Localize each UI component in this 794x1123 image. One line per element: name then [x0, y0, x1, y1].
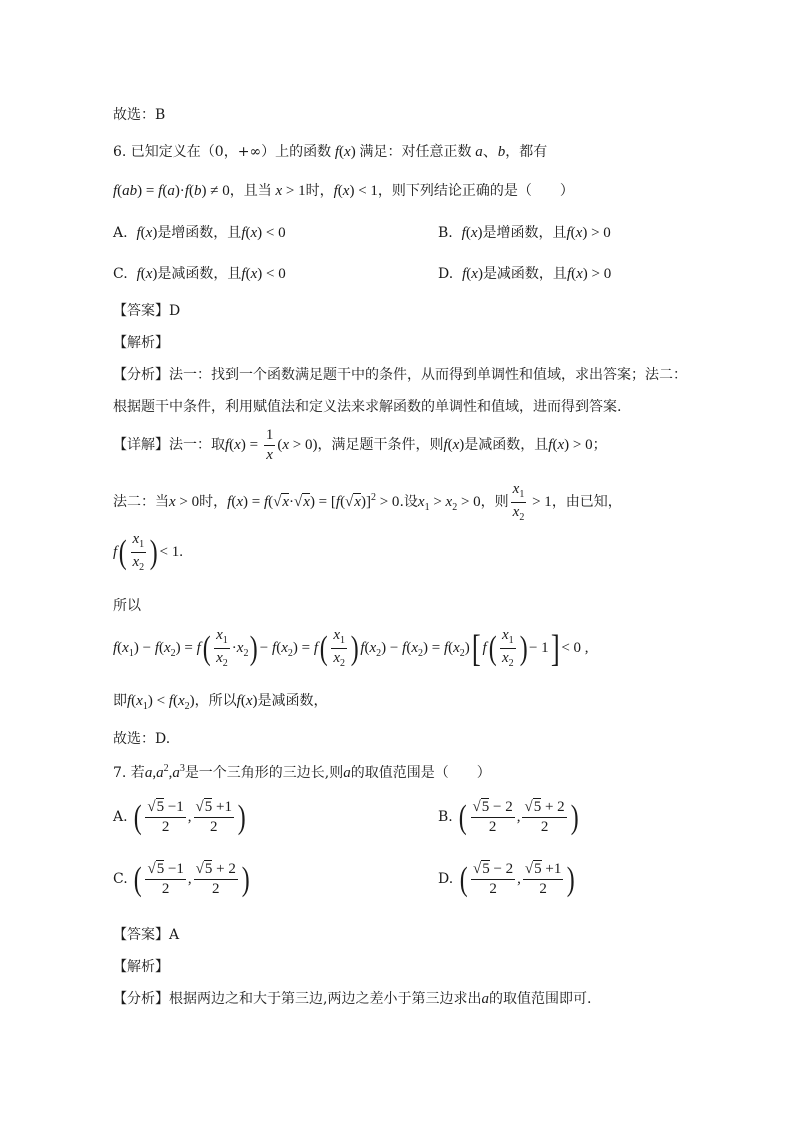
math-expression: $a,a^2,a^3$ [144, 763, 185, 781]
option-text: 是减函数，且 [482, 266, 567, 282]
math-expression: $x_1 > x_2 > 0$ [417, 493, 481, 513]
math-expression: ( $\frac{√5 - 2}{2}$ , $\frac{√5 + 2}{2}$ ) [458, 798, 579, 836]
q6-option-b [438, 222, 611, 242]
q6-stem-part: 满足：对任意正数 [359, 144, 472, 160]
detail-text: 是减函数，且 [464, 436, 549, 453]
q6-stem-line2 [113, 180, 574, 200]
option-label: A. [113, 808, 128, 825]
detail-text: 时， [199, 493, 228, 510]
fenxi-text: 的取值范围即可. [488, 991, 592, 1007]
math-expression: x > 1 [275, 183, 306, 199]
option-label: B. [438, 808, 453, 825]
option-text: 是增函数，且 [157, 225, 242, 241]
detail-text: ，则 [480, 493, 509, 510]
q7-stem-part: 是一个三角形的三边长,则 [184, 765, 344, 781]
math-expression: f(x) < 0 [241, 225, 286, 241]
detail-text: 是减函数， [257, 693, 328, 709]
math-expression: a [481, 991, 489, 1007]
detail-text: ，满足题干条件，则 [317, 436, 444, 453]
q6-stem-line1 [113, 140, 547, 161]
answer-value: A [169, 927, 180, 943]
q7-answer [113, 924, 179, 944]
fenxi-text: 法一：找到一个函数满足题干中的条件，从而得到单调性和值域，求出答案；法二： [169, 367, 687, 383]
math-expression: $f(x_1) < f(x_2)$ [127, 693, 195, 712]
option-text: 是增函数，且 [482, 225, 567, 241]
math-expression: f(x) = $\frac{1}{x}$ (x > 0) [225, 427, 318, 463]
option-label: B. [438, 225, 453, 241]
q6-detail-line1: 【详解】法一：取f(x) = $\frac{1}{x}$ (x > 0)，满足题干条件，则f(x)是减函数，且f(x) > 0； [113, 427, 607, 463]
option-label: D. [438, 870, 454, 887]
math-expression: f(x) [136, 225, 158, 241]
q6-derivation [113, 628, 589, 669]
detail-tag: 【详解】 [113, 436, 169, 453]
fenxi-tag: 【分析】 [113, 991, 169, 1007]
q6-analysis-tag: 【解析】 [113, 335, 169, 351]
answer-tag: 【答案】 [113, 303, 169, 319]
math-expression: f(x) < 1 [333, 183, 378, 199]
math-expression: f(x) [136, 266, 158, 282]
math-expression: f(x) < 0 [241, 266, 286, 282]
math-expression: f(x) > 0 [566, 266, 612, 282]
q6-stem-part: ，则下列结论正确的是（ ） [377, 183, 574, 199]
q7-option-a [113, 800, 247, 835]
math-expression: $f(x_1) - f(x_2) = f$( $\frac{x_1}{x_2}$ $\cdot x_2) - f(x_2) = f$( $\frac{x_1}{x_2}$ ) $f(x_2) - f(x_2) = f(x_2)$[ f( $\frac{x_1}{x_2}$ ) − 1] < 0 , [113, 627, 589, 670]
option-label: C. [113, 266, 128, 282]
q6-choice: 故选：D. [113, 731, 171, 747]
q7-option-d [438, 862, 577, 897]
q6-conclusion [113, 690, 328, 712]
math-expression: $f(x) = f(√x\cdot√x) = [f(√x)]^2 > 0$ [227, 491, 400, 510]
detail-text: .设 [399, 493, 418, 510]
option-label: D. [438, 266, 454, 282]
q7-analysis-tag: 【解析】 [113, 959, 169, 975]
math-expression: f( $\frac{x_1}{x_2}$ ) < 1. [113, 531, 183, 573]
previous-choice: 故选：B [113, 107, 166, 123]
math-expression: f(x) [236, 693, 258, 709]
detail-text: ，所以 [194, 693, 237, 709]
math-expression: f(x) [334, 144, 360, 160]
q6-suoyi: 所以 [113, 598, 141, 614]
math-expression: f(x) [443, 436, 465, 453]
option-label: A. [113, 225, 128, 241]
fenxi-text: 根据两边之和大于第三边,两边之差小于第三边求出 [169, 991, 482, 1007]
q6-answer [113, 300, 180, 320]
math-expression: f(x) [462, 266, 483, 282]
q6-fenxi-line2: 根据题干中条件，利用赋值法和定义法来求解函数的单调性和值域，进而得到答案. [113, 399, 622, 415]
math-expression: f(ab) = f(a)·f(b) ≠ 0 [113, 183, 230, 199]
q7-stem [113, 762, 491, 782]
fenxi-tag: 【分析】 [113, 367, 169, 383]
q6-option-a [113, 222, 286, 242]
q6-option-c [113, 263, 286, 283]
math-expression: ( $\frac{√5 - 2}{2}$ , $\frac{√5 +1}{2}$ ) [459, 860, 576, 898]
detail-text: 法一：取 [169, 436, 225, 453]
q6-stem-part: 时， [305, 183, 334, 199]
answer-value: D [169, 303, 181, 319]
detail-text: 法二：当 [113, 493, 169, 510]
math-expression: f(x) [461, 225, 483, 241]
math-expression: x > 0 [169, 493, 200, 510]
detail-text: ，由已知， [551, 493, 622, 510]
q7-option-b [438, 800, 580, 835]
option-text: 是减函数，且 [157, 266, 242, 282]
math-expression: a、b [475, 144, 506, 160]
answer-tag: 【答案】 [113, 927, 169, 943]
q6-stem-part: ，都有 [505, 144, 548, 160]
math-expression: f(x) > 0 [548, 436, 593, 453]
q6-stem-part: ，且当 [229, 183, 272, 199]
math-expression: f(x) > 0 [566, 225, 611, 241]
q6-inequality [113, 532, 183, 573]
math-expression: ( $\frac{√5 -1}{2}$ , $\frac{√5 + 2}{2}$ ) [133, 860, 250, 898]
math-expression: $\frac{x_1}{x_2}$ > 1 [512, 481, 552, 523]
math-expression: ( $\frac{√5 -1}{2}$ , $\frac{√5 +1}{2}$ ) [133, 798, 246, 836]
q6-option-d [438, 263, 611, 283]
q7-option-c [113, 862, 251, 897]
q6-method2-line [113, 482, 622, 523]
q7-stem-part: 7. 若 [113, 765, 145, 781]
q6-stem-part: 6. 已知定义在（0，+∞）上的函数 [113, 144, 332, 160]
math-expression: a [343, 765, 351, 781]
q7-fenxi [113, 988, 591, 1008]
option-label: C. [113, 870, 128, 887]
q6-fenxi-line1 [113, 364, 687, 384]
detail-text: 即 [113, 693, 127, 709]
q7-stem-part: 的取值范围是（ ） [350, 765, 491, 781]
